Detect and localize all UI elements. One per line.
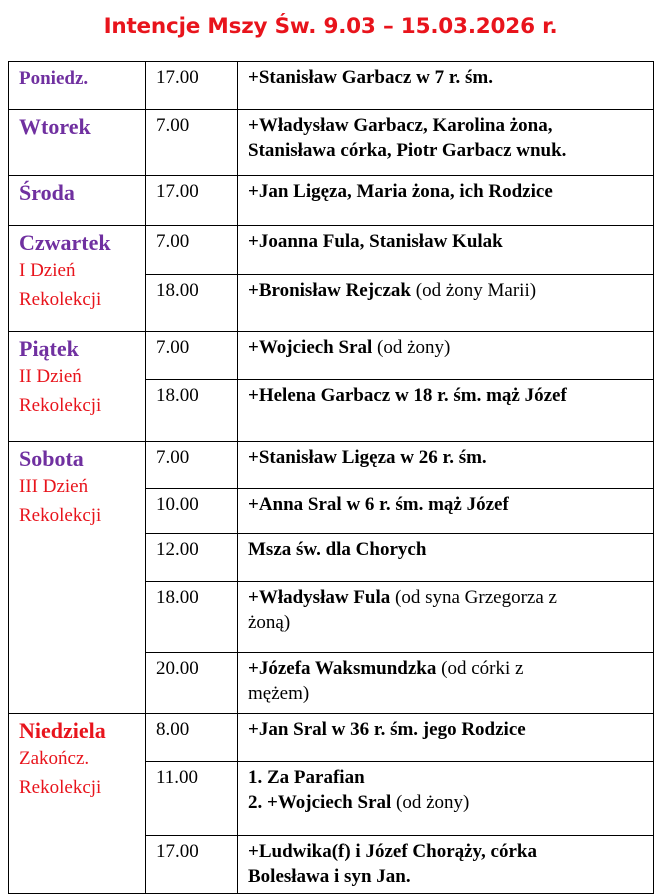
schedule-row	[9, 332, 654, 380]
day-name: Niedziela	[19, 717, 106, 743]
intention-line	[248, 179, 643, 204]
day-subtitle: Rekolekcji	[19, 776, 102, 798]
intention-cell	[238, 836, 654, 894]
page-title: Intencje Mszy Św. 9.03 – 15.03.2026 r.	[103, 14, 558, 39]
intention-line	[248, 717, 643, 742]
day-subtitle: Zakończ.	[19, 747, 90, 769]
intention-cell	[238, 110, 654, 176]
day-cell	[9, 226, 146, 332]
intention-cell	[238, 380, 654, 442]
intention-line	[248, 113, 643, 138]
intention-text: +Bronisław Rejczak	[248, 279, 411, 301]
day-subtitle: III Dzień	[19, 476, 89, 498]
intention-line	[248, 585, 643, 610]
intention-line	[248, 537, 643, 562]
intention-text: +Helena Garbacz w 18 r. śm. mąż Józef	[248, 385, 567, 407]
intention-cell	[238, 489, 654, 534]
mass-time: 7.00	[146, 332, 238, 380]
day-name: Sobota	[19, 446, 84, 472]
mass-time: 7.00	[146, 226, 238, 274]
intention-cell	[238, 176, 654, 226]
intention-line	[248, 335, 643, 360]
intention-text: (od żony)	[372, 337, 451, 359]
intention-text: +Anna Sral w 6 r. śm. mąż Józef	[248, 494, 509, 516]
intention-line	[248, 65, 643, 90]
day-cell	[9, 332, 146, 442]
intention-text: +Stanisław Ligęza w 26 r. śm.	[248, 447, 487, 469]
day-cell	[9, 442, 146, 713]
intention-text: +Władysław Garbacz, Karolina żona,	[248, 115, 553, 137]
intention-line	[248, 864, 643, 889]
intention-text: Bolesława i syn Jan.	[248, 866, 411, 888]
intention-cell	[238, 442, 654, 489]
day-subtitle: Rekolekcji	[19, 505, 102, 527]
intention-line	[248, 839, 643, 864]
intention-text: (od syna Grzegorza z	[390, 586, 557, 608]
intention-cell	[238, 761, 654, 835]
day-cell	[9, 713, 146, 893]
intention-text: +Wojciech Sral	[248, 337, 373, 359]
intention-cell	[238, 62, 654, 110]
day-cell	[9, 176, 146, 226]
day-name: Czwartek	[19, 230, 111, 256]
schedule-row	[9, 713, 654, 761]
intention-cell	[238, 713, 654, 761]
mass-time: 18.00	[146, 380, 238, 442]
intention-line	[248, 492, 643, 517]
schedule-row	[9, 62, 654, 110]
intention-line	[248, 765, 643, 790]
day-subtitle: Rekolekcji	[19, 395, 102, 417]
intention-text: Stanisława córka, Piotr Garbacz wnuk.	[248, 140, 567, 162]
intention-line	[248, 656, 643, 681]
intention-text: mężem)	[248, 682, 310, 704]
intention-cell	[238, 652, 654, 713]
day-subtitle: I Dzień	[19, 260, 76, 282]
intention-line	[248, 278, 643, 303]
schedule-row	[9, 110, 654, 176]
schedule-row	[9, 176, 654, 226]
day-cell	[9, 62, 146, 110]
intention-text: Msza św. dla Chorych	[248, 539, 427, 561]
day-name: Piątek	[19, 336, 79, 362]
intention-text: 2. +Wojciech Sral	[248, 791, 392, 813]
schedule-row	[9, 226, 654, 274]
intention-text: 1. Za Parafian	[248, 766, 365, 788]
mass-time: 7.00	[146, 110, 238, 176]
intention-line	[248, 445, 643, 470]
intention-text: +Ludwika(f) i Józef Chorąży, córka	[248, 841, 537, 863]
intention-text: +Stanisław Garbacz w 7 r. śm.	[248, 67, 493, 88]
intention-text: +Joanna Fula, Stanisław Kulak	[248, 231, 503, 253]
intention-cell	[238, 534, 654, 581]
day-subtitle: II Dzień	[19, 366, 82, 388]
day-subtitle: Rekolekcji	[19, 289, 102, 311]
intention-text: żoną)	[248, 611, 291, 633]
mass-time: 17.00	[146, 836, 238, 894]
intention-cell	[238, 332, 654, 380]
mass-time: 7.00	[146, 442, 238, 489]
intention-text: +Władysław Fula	[248, 586, 391, 608]
intention-text: (od żony)	[391, 791, 470, 813]
intention-text: +Jan Sral w 36 r. śm. jego Rodzice	[248, 718, 526, 740]
day-name: Środa	[19, 180, 75, 206]
day-cell	[9, 110, 146, 176]
day-name: Wtorek	[19, 114, 91, 140]
mass-intentions-table	[8, 61, 654, 894]
intention-line	[248, 383, 643, 408]
intention-text: +Jan Ligęza, Maria żona, ich Rodzice	[248, 181, 553, 203]
mass-time: 18.00	[146, 274, 238, 332]
intention-line	[248, 610, 643, 635]
intention-line	[248, 229, 643, 254]
intention-line	[248, 138, 643, 163]
mass-time: 8.00	[146, 713, 238, 761]
mass-time: 20.00	[146, 652, 238, 713]
day-name: Poniedz.	[19, 68, 89, 89]
mass-time: 17.00	[146, 176, 238, 226]
mass-time: 10.00	[146, 489, 238, 534]
intention-line	[248, 681, 643, 706]
schedule-row	[9, 442, 654, 489]
intention-cell	[238, 226, 654, 274]
mass-time: 11.00	[146, 761, 238, 835]
intention-text: (od żony Marii)	[411, 279, 537, 301]
intention-line	[248, 790, 643, 815]
mass-time: 18.00	[146, 581, 238, 652]
intention-text: +Józefa Waksmundzka	[248, 657, 437, 679]
intention-text: (od córki z	[436, 657, 524, 679]
mass-time: 17.00	[146, 62, 238, 110]
intention-cell	[238, 274, 654, 332]
intention-cell	[238, 581, 654, 652]
mass-time: 12.00	[146, 534, 238, 581]
